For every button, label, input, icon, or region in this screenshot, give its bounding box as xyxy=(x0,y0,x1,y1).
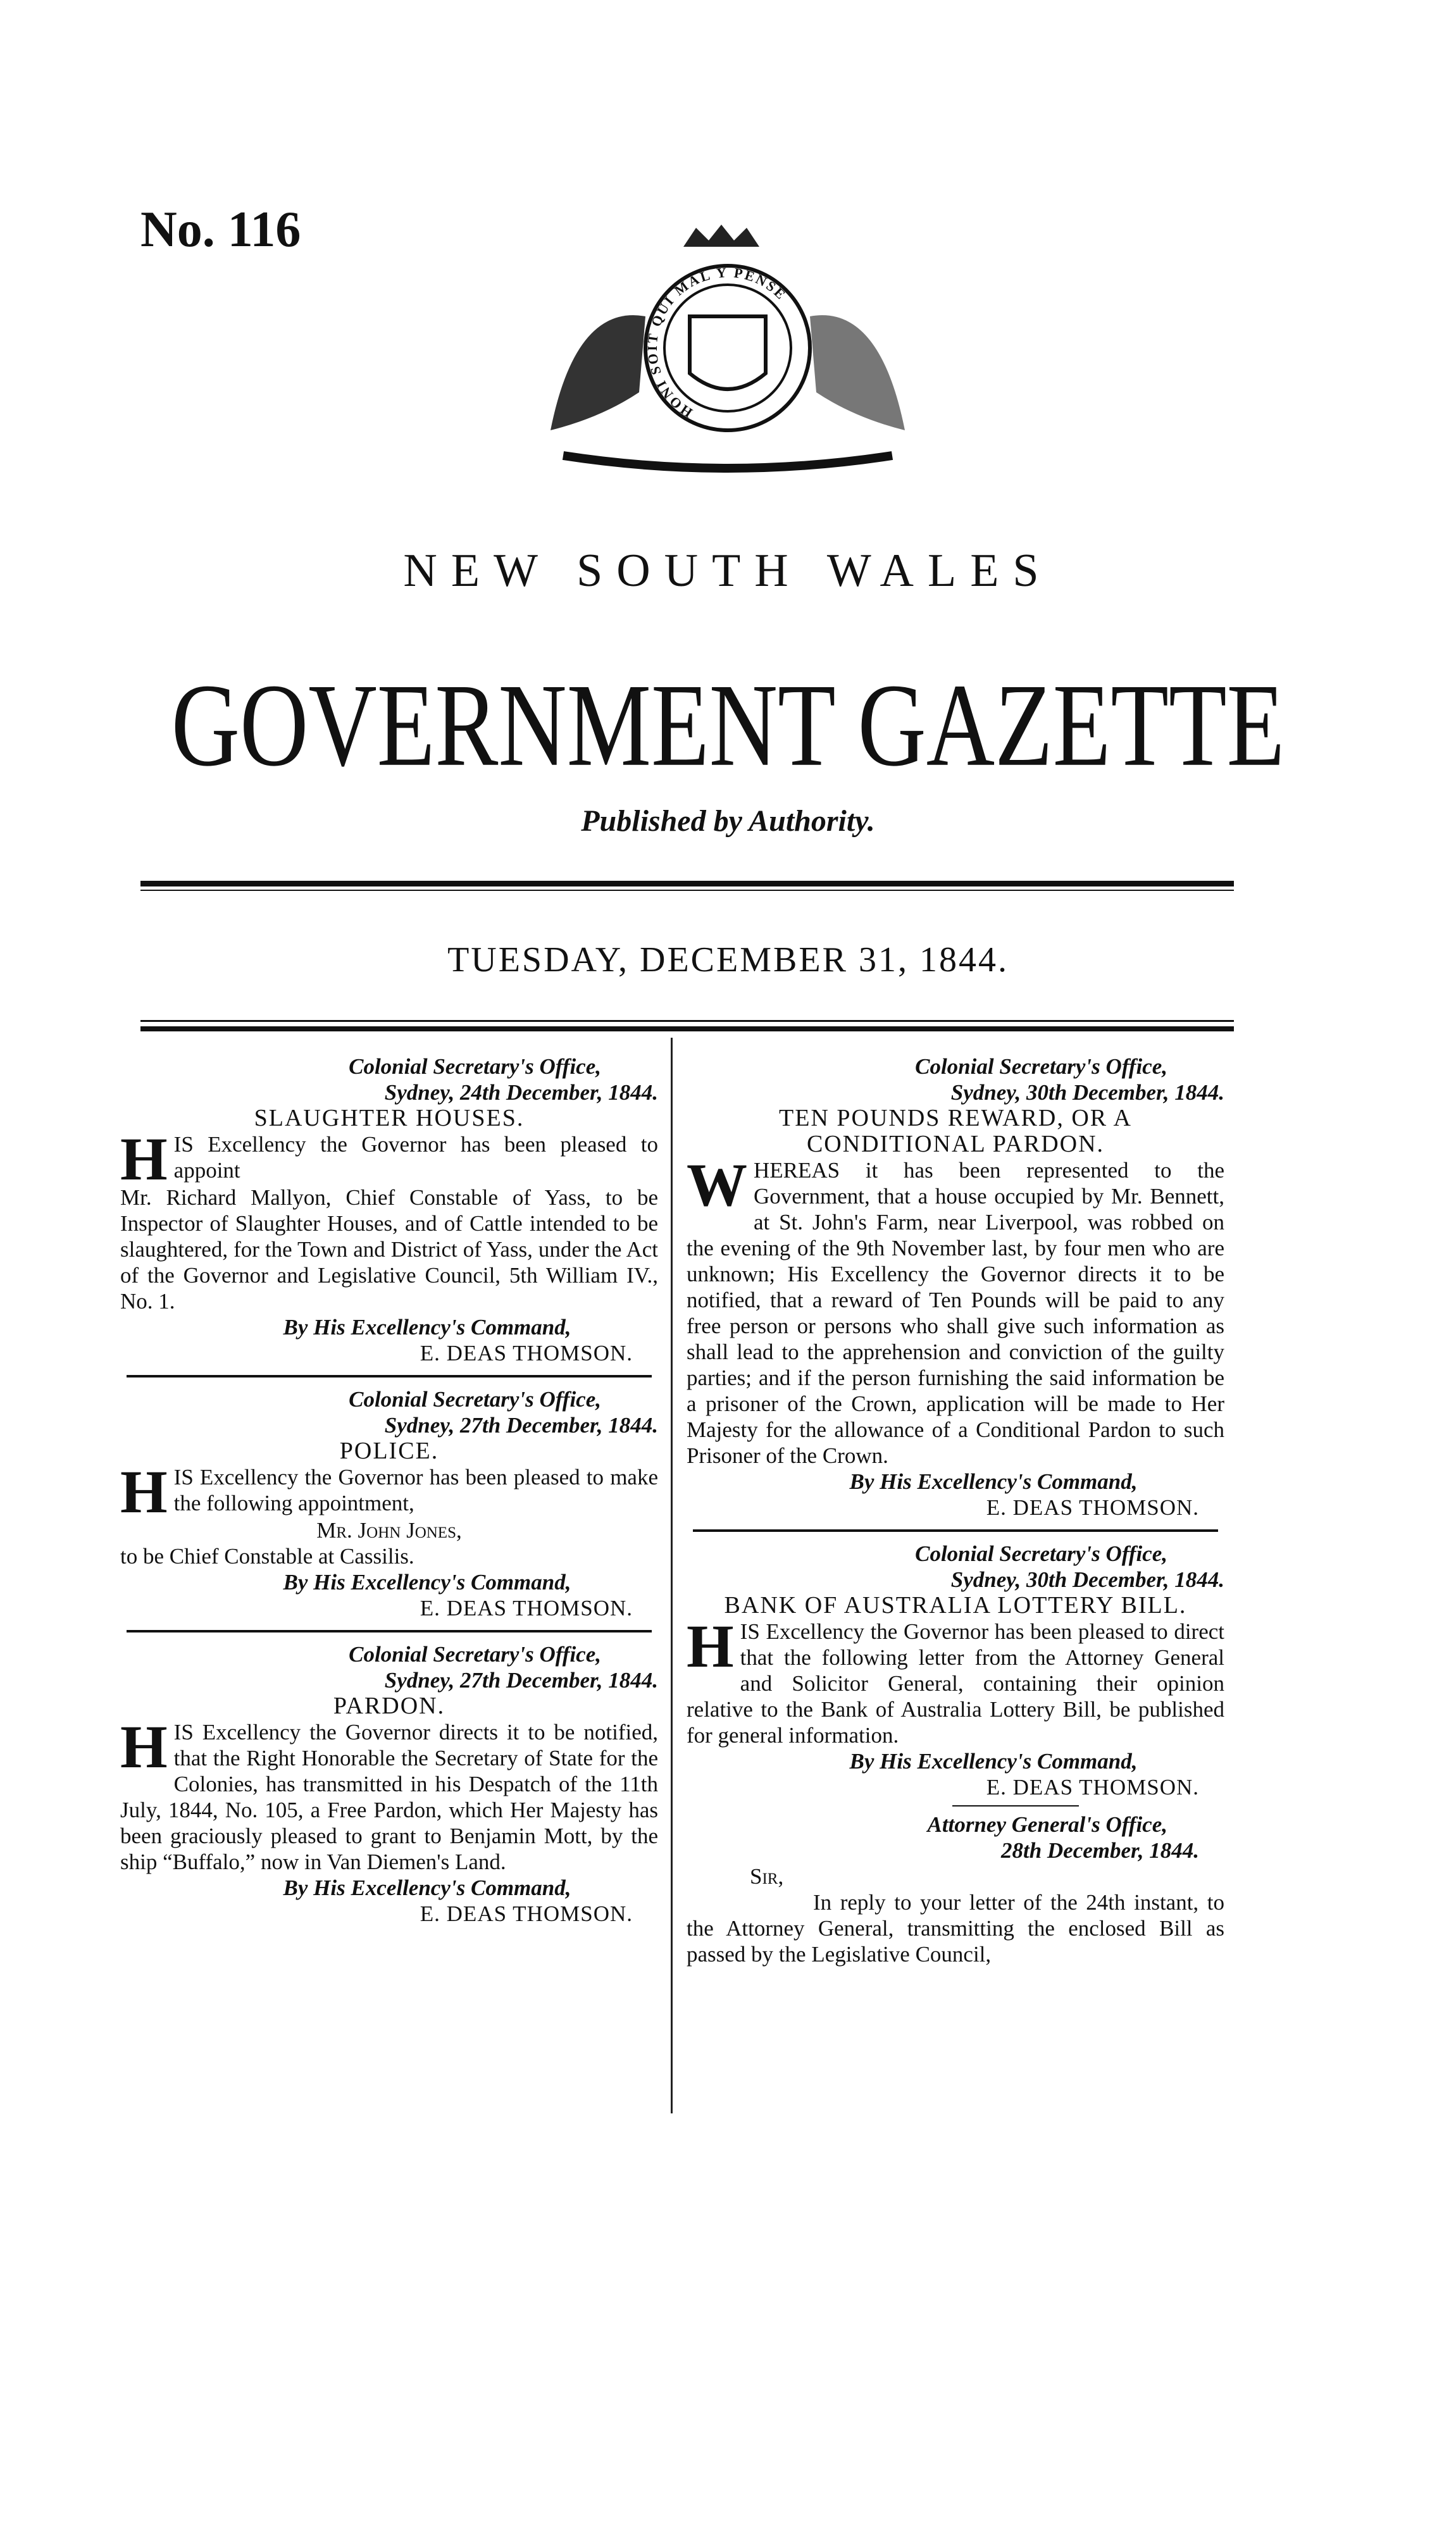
signature: E. DEAS THOMSON. xyxy=(420,1901,633,1926)
issue-date: TUESDAY, DECEMBER 31, 1844. xyxy=(447,940,1009,979)
notice-heading: PARDON. xyxy=(333,1693,445,1719)
notice-slaughter-houses xyxy=(120,1054,658,1366)
notice-police xyxy=(120,1386,658,1621)
signature: E. DEAS THOMSON. xyxy=(420,1341,633,1365)
notice-body: Mr. Richard Mallyon, Chief Constable of Yass, to be Inspector of Slaughter Houses, and of Cattle intended to be slaughtered, for the Town and District of Yass, under the Act of the Governor and Legislative Council, 5th William IV., No. 1. xyxy=(120,1185,658,1314)
office: Colonial Secretary's Office, xyxy=(349,1387,601,1412)
place-date: Sydney, 30th December, 1844. xyxy=(950,1567,1224,1592)
signature: E. DEAS THOMSON. xyxy=(420,1596,633,1620)
short-rule xyxy=(952,1805,1079,1807)
office: Colonial Secretary's Office, xyxy=(349,1642,601,1667)
divider xyxy=(140,890,1234,891)
issue-number: No. 116 xyxy=(140,202,301,258)
notice-lottery-bill xyxy=(687,1541,1224,1967)
separator xyxy=(693,1529,1218,1532)
letter-body: In reply to your letter of the 24th instant, to the Attorney General, transmitting the enclosed Bill as passed by the Legislative Council, xyxy=(687,1890,1224,1967)
left-column xyxy=(120,1054,658,1927)
appointee-name: Mr. John Jones, xyxy=(316,1518,462,1543)
signature: E. DEAS THOMSON. xyxy=(986,1495,1199,1520)
title-line-1: NEW SOUTH WALES xyxy=(403,545,1053,597)
drop-cap: W xyxy=(687,1151,747,1219)
divider xyxy=(140,1020,1234,1022)
notice-intro: HEREAS it has been represented to the Government, that a house occupied by Mr. Bennett, at St. John's Farm, near Liverpool, was robbed on the evening of the 9th November last, by four men who are unknown; His Excellency the Governor directs it to be notified, that a reward of Ten Pounds will be paid to any free person or persons who shall give such information as shall lead to the apprehension and conviction of the guilty parties; and if the person furnishing the said information be a prisoner of the Crown, application will be made to Her Majesty for the allowance of a Conditional Pardon to such Prisoner of the Crown. xyxy=(687,1158,1224,1468)
crest-motto-text: HONI SOIT QUI MAL Y PENSE xyxy=(644,264,790,421)
office: Colonial Secretary's Office, xyxy=(915,1054,1167,1079)
salutation: Sir, xyxy=(750,1864,784,1889)
command-line: By His Excellency's Command, xyxy=(283,1570,571,1595)
notice-heading: BANK OF AUSTRALIA LOTTERY BILL. xyxy=(724,1592,1187,1619)
right-column xyxy=(687,1054,1224,1967)
notice-heading: SLAUGHTER HOUSES. xyxy=(254,1105,525,1131)
letter-office: Attorney General's Office, xyxy=(927,1812,1167,1837)
column-divider xyxy=(671,1038,673,2113)
place-date: Sydney, 30th December, 1844. xyxy=(950,1080,1224,1105)
office: Colonial Secretary's Office, xyxy=(349,1054,601,1079)
notice-pardon xyxy=(120,1641,658,1927)
drop-cap: H xyxy=(120,1125,168,1193)
drop-cap: H xyxy=(687,1612,734,1680)
divider xyxy=(140,881,1234,886)
place-date: Sydney, 27th December, 1844. xyxy=(384,1413,658,1438)
signature: E. DEAS THOMSON. xyxy=(986,1775,1199,1800)
place-date: Sydney, 24th December, 1844. xyxy=(384,1080,658,1105)
divider xyxy=(140,1026,1234,1031)
separator xyxy=(127,1630,652,1632)
letter-date: 28th December, 1844. xyxy=(1000,1838,1199,1863)
notice-intro: IS Excellency the Governor has been pleased to make the following appointment, xyxy=(173,1465,658,1515)
command-line: By His Excellency's Command, xyxy=(283,1315,571,1340)
notice-heading: POLICE. xyxy=(339,1438,439,1464)
subtitle: Published by Authority. xyxy=(581,804,875,838)
separator xyxy=(127,1375,652,1377)
office: Colonial Secretary's Office, xyxy=(915,1541,1167,1566)
title-line-2: GOVERNMENT GAZETTE xyxy=(171,659,1285,791)
notice-intro: IS Excellency the Governor directs it to be notified, that the Right Honorable the Secretary of State for the Colonies, has transmitted in his Despatch of the 11th July, 1844, No. 105, a Free Pardon, which Her Majesty has been graciously pleased to grant to Benjamin Mott, by the ship “Buffalo,” now in Van Diemen's Land. xyxy=(120,1720,658,1874)
command-line: By His Excellency's Command, xyxy=(849,1749,1138,1774)
notice-body: to be Chief Constable at Cassilis. xyxy=(120,1544,414,1569)
notice-heading: TEN POUNDS REWARD, OR A CONDITIONAL PARDON. xyxy=(779,1105,1132,1157)
royal-crest-icon xyxy=(525,221,930,487)
drop-cap: H xyxy=(120,1713,168,1781)
notice-ten-pounds-reward xyxy=(687,1054,1224,1520)
notice-intro: IS Excellency the Governor has been pleased to appoint xyxy=(173,1132,658,1183)
command-line: By His Excellency's Command, xyxy=(849,1469,1138,1494)
place-date: Sydney, 27th December, 1844. xyxy=(384,1668,658,1693)
drop-cap: H xyxy=(120,1458,168,1526)
command-line: By His Excellency's Command, xyxy=(283,1875,571,1900)
notice-intro: IS Excellency the Governor has been pleased to direct that the following letter from the Attorney General and Solicitor General, containing their opinion relative to the Bank of Australia Lottery Bill, be published for general information. xyxy=(687,1619,1224,1748)
